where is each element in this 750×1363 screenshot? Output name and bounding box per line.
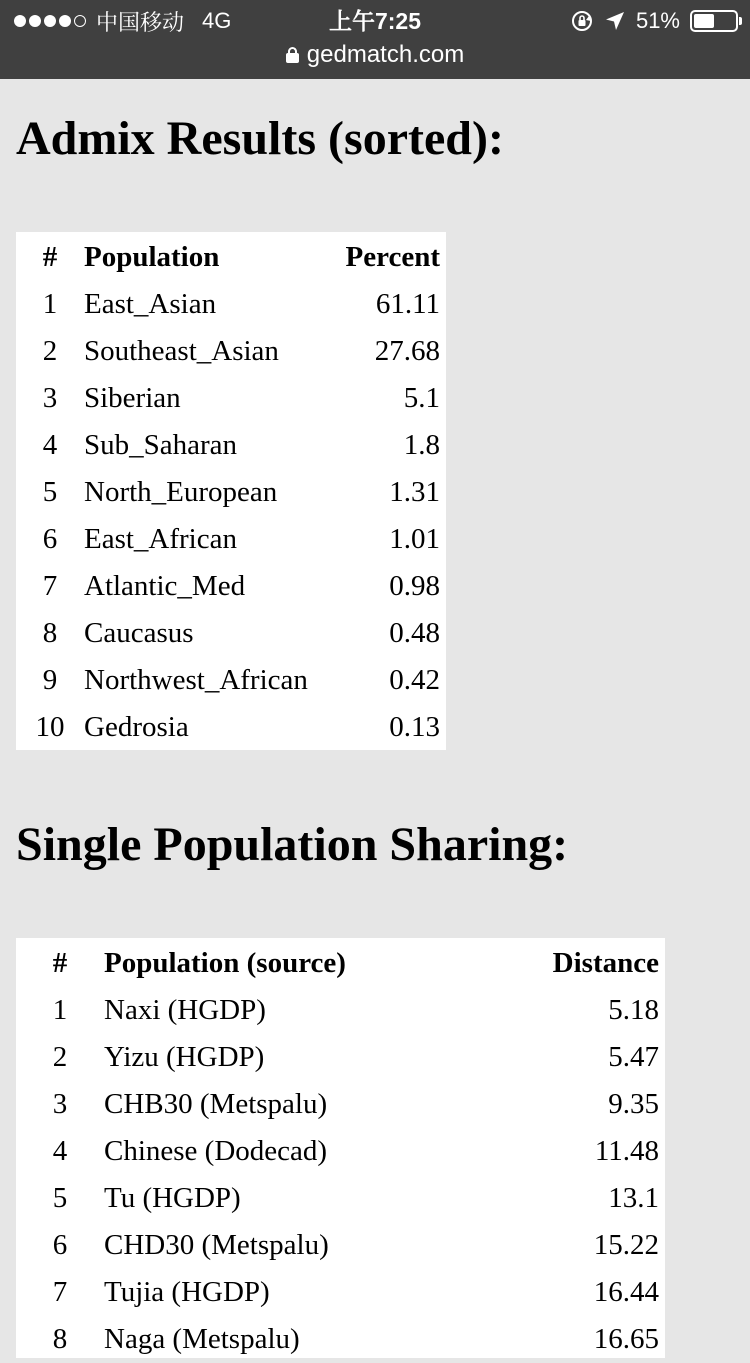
percent-value: 0.42 [389, 664, 440, 696]
header-percent: Percent [345, 241, 440, 273]
table-row [16, 1269, 659, 1316]
table-row [16, 375, 440, 422]
percent-value: 1.01 [389, 523, 440, 555]
admix-title: Admix Results (sorted): [16, 112, 504, 165]
single-population-table [16, 940, 659, 1363]
row-number: 5 [52, 1182, 68, 1214]
admix-results-table [16, 234, 440, 751]
row-number: 3 [42, 382, 58, 414]
row-number: 7 [42, 570, 58, 602]
population-name: Caucasus [84, 617, 194, 649]
row-number: 8 [42, 617, 58, 649]
table-row [16, 1222, 659, 1269]
row-number: 9 [42, 664, 58, 696]
population-name: Atlantic_Med [84, 570, 246, 602]
carrier-name: 中国移动 [96, 9, 185, 35]
admix-results-panel [16, 232, 446, 750]
percent-value: 61.11 [375, 288, 440, 320]
table-header-row [16, 234, 440, 281]
distance-value: 11.48 [594, 1135, 659, 1167]
population-name: Tu (HGDP) [104, 1182, 241, 1214]
row-number: 5 [42, 476, 58, 508]
table-row [16, 422, 440, 469]
table-row [16, 281, 440, 328]
single-population-panel [16, 938, 665, 1358]
row-number: 3 [52, 1088, 68, 1120]
population-name: Chinese (Dodecad) [104, 1135, 328, 1167]
address-bar[interactable] [0, 40, 750, 70]
population-name: Northwest_African [84, 664, 308, 696]
header-distance: Distance [552, 947, 659, 979]
population-name: Gedrosia [84, 711, 189, 743]
location-arrow-icon [604, 10, 626, 32]
population-name: Tujia (HGDP) [104, 1276, 270, 1308]
population-name: Naga (Metspalu) [104, 1323, 300, 1355]
header-number: # [52, 947, 68, 979]
percent-value: 0.98 [389, 570, 440, 602]
header-population: Population [84, 241, 220, 273]
rotation-lock-icon [570, 9, 594, 33]
table-row [16, 1175, 659, 1222]
row-number: 6 [52, 1229, 68, 1261]
header-number: # [42, 241, 58, 273]
table-row [16, 1128, 659, 1175]
table-row [16, 1316, 659, 1363]
table-row [16, 1034, 659, 1081]
row-number: 4 [52, 1135, 68, 1167]
population-name: Yizu (HGDP) [104, 1041, 265, 1073]
network-type: 4G [202, 8, 232, 33]
population-name: Naxi (HGDP) [104, 994, 266, 1026]
row-number: 2 [52, 1041, 68, 1073]
table-row [16, 704, 440, 751]
population-name: Siberian [84, 382, 181, 414]
population-name: East_Asian [84, 288, 217, 320]
row-number: 7 [52, 1276, 68, 1308]
percent-value: 5.1 [403, 382, 440, 414]
percent-value: 1.31 [389, 476, 440, 508]
row-number: 6 [42, 523, 58, 555]
population-name: Southeast_Asian [84, 335, 279, 367]
single-population-title: Single Population Sharing: [16, 818, 569, 871]
table-header-row [16, 940, 659, 987]
distance-value: 5.18 [608, 994, 659, 1026]
distance-value: 9.35 [608, 1088, 659, 1120]
table-row [16, 516, 440, 563]
population-name: CHD30 (Metspalu) [104, 1229, 329, 1261]
table-row [16, 563, 440, 610]
percent-value: 0.13 [389, 711, 440, 743]
percent-value: 27.68 [374, 335, 440, 367]
row-number: 10 [35, 711, 65, 743]
url-text: gedmatch.com [306, 41, 465, 68]
battery-icon [690, 10, 738, 32]
table-row [16, 469, 440, 516]
status-time: 上午7:25 [328, 8, 422, 34]
table-row [16, 657, 440, 704]
distance-value: 13.1 [608, 1182, 659, 1214]
table-row [16, 1081, 659, 1128]
distance-value: 16.44 [593, 1276, 659, 1308]
table-row [16, 610, 440, 657]
population-name: CHB30 (Metspalu) [104, 1088, 328, 1120]
percent-value: 0.48 [389, 617, 440, 649]
row-number: 2 [42, 335, 58, 367]
distance-value: 15.22 [593, 1229, 659, 1261]
status-bar [0, 0, 750, 79]
population-name: Sub_Saharan [84, 429, 238, 461]
distance-value: 16.65 [593, 1323, 659, 1355]
row-number: 1 [42, 288, 58, 320]
row-number: 4 [42, 429, 58, 461]
status-right [570, 6, 738, 36]
lock-icon [286, 47, 299, 63]
table-row [16, 987, 659, 1034]
distance-value: 5.47 [608, 1041, 659, 1073]
percent-value: 1.8 [403, 429, 440, 461]
row-number: 1 [52, 994, 68, 1026]
battery-level-fill [694, 14, 714, 28]
table-row [16, 328, 440, 375]
battery-percent: 51% [635, 8, 680, 33]
row-number: 8 [52, 1323, 68, 1355]
header-population-source: Population (source) [104, 947, 346, 979]
population-name: East_African [84, 523, 237, 555]
population-name: North_European [84, 476, 278, 508]
